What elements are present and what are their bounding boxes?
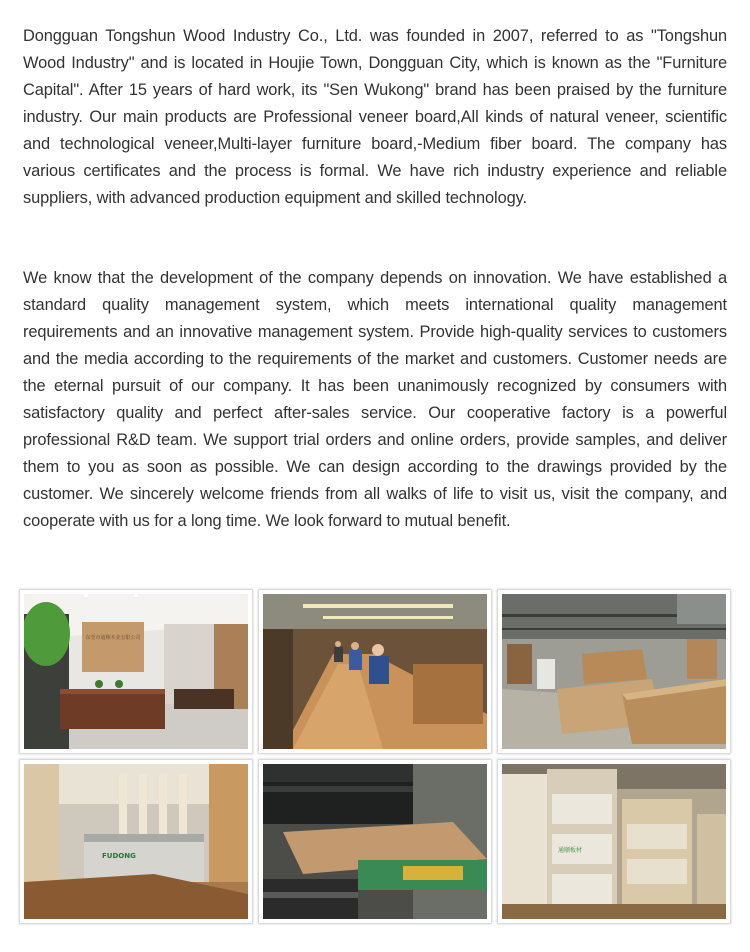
machine-brand-label: FUDONG bbox=[102, 852, 136, 860]
office-reception-photo bbox=[20, 590, 252, 753]
box-brand-label: 通顺板材 bbox=[558, 847, 583, 854]
roller-press-photo bbox=[259, 760, 491, 923]
reception-wall-sign: 东莞市通顺木业有限公司 bbox=[85, 635, 141, 641]
packaged-boards-photo bbox=[498, 760, 730, 923]
veneer-workshop-photo bbox=[259, 590, 491, 753]
company-intro-paragraph: Dongguan Tongshun Wood Industry Co., Ltd. was founded in 2007, referred to as "Tongshun Wood Industry" and is located in Houjie Town, Dongguan City, which is known as the "Furniture Capital". After 15 years of hard work, its "Sen Wukong" brand has been praised by the furniture industry. Our main products are Professional veneer board,All kinds of natural veneer, scientific and technological veneer,Multi-layer furniture board,-Medium fiber board. The company has various certificates and the process is formal. We have rich industry experience and reliable suppliers, with advanced production equipment and skilled technology. bbox=[23, 27, 727, 207]
factory-photo-gallery bbox=[20, 590, 730, 926]
warehouse-veneer-stacks-photo bbox=[498, 590, 730, 753]
company-values-paragraph: We know that the development of the company depends on innovation. We have established a standard quality management system, which meets international quality management requirements and an innovative management system. Provide high-quality services to customers and the media according to the requirements of the market and customers. Customer needs are the eternal pursuit of our company. It has been unanimously recognized by consumers with satisfactory quality and perfect after-sales service. Our cooperative factory is a powerful professional R&D team. We support trial orders and online orders, provide samples, and deliver them to you as soon as possible. We can design according to the drawings provided by the customer. We sincerely welcome friends from all walks of life to visit us, visit the company, and cooperate with us for a long time. We look forward to mutual benefit. bbox=[23, 269, 727, 530]
cnc-machine-line-photo bbox=[20, 760, 252, 923]
